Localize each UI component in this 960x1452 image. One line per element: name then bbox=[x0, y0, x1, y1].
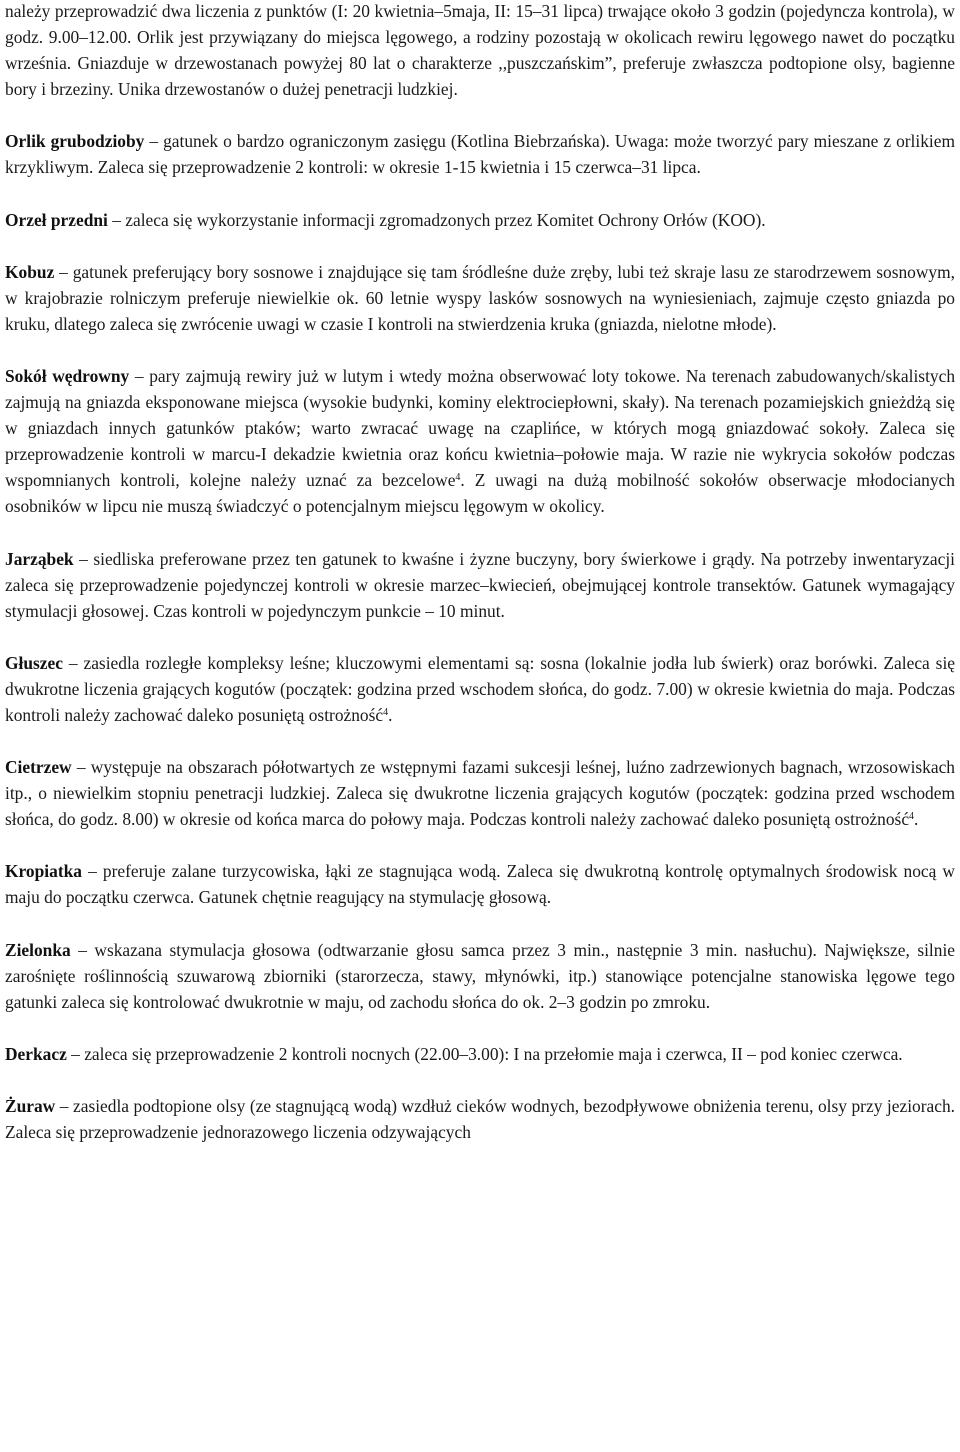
species-name: Jarząbek bbox=[5, 548, 74, 569]
paragraph-gluszec bbox=[5, 650, 955, 728]
paragraph-text: – pary zajmują rewiry już w lutym i wtedy można obserwować loty tokowe. Na terenach zabudowanych/skalistych zajmują na gniazda eksponowane miejsca (wysokie budynki, kominy elektrociepłowni, skały). Na terenach pozamiejskich gnieżdżą się w gniazdach innych gatunków ptaków; warto zwracać uwagę na czaplińce, w których mogą gniazdować sokoły. Zaleca się przeprowadzenie kontroli w marcu-I dekadzie kwietnia oraz końcu kwietnia–połowie maja. W razie nie wykrycia sokołów podczas wspomnianych kontroli, kolejne należy uznać za bezcelowe bbox=[5, 365, 956, 491]
species-name: Cietrzew bbox=[5, 757, 72, 778]
paragraph-orzel-przedni bbox=[5, 207, 955, 233]
species-name: Kobuz bbox=[5, 261, 55, 282]
paragraph-orlik-krzykliwy-continuation bbox=[5, 0, 955, 102]
paragraph-text: – zasiedla rozległe kompleksy leśne; kluczowymi elementami są: sosna (lokalnie jodła lub świerk) oraz borówki. Zaleca się dwukrotne liczenia grających kogutów (początek: godzina przed wschodem słońca, do godz. 7.00) w okresie kwietnia do maja. Podczas kontroli należy zachować daleko posuniętą ostrożność bbox=[5, 652, 955, 725]
species-name: Orzeł przedni bbox=[5, 209, 108, 230]
paragraph-derkacz bbox=[5, 1041, 955, 1067]
paragraph-kobuz bbox=[5, 259, 955, 337]
paragraph-text: – zasiedla podtopione olsy (ze stagnującą wodą) wzdłuż cieków wodnych, bezodpływowe obniżenia terenu, olsy przy jeziorach. Zaleca się przeprowadzenie jednorazowego liczenia odzywających bbox=[5, 1095, 955, 1142]
species-name: Zielonka bbox=[5, 939, 71, 960]
paragraph-text: – gatunek o bardzo ograniczonym zasięgu (Kotlina Biebrzańska). Uwaga: może tworzyć pary mieszane z orlikiem krzykliwym. Zaleca się przeprowadzenie 2 kontroli: w okresie 1-15 kwietnia i 15 czerwca–31 lipca. bbox=[5, 131, 955, 178]
paragraph-text: należy przeprowadzić dwa liczenia z punktów (I: 20 kwietnia–5maja, II: 15–31 lipca) trwające około 3 godzin (pojedyncza kontrola), w godz. 9.00–12.00. Orlik jest przywiązany do miejsca lęgowego, a rodziny pozostają w okolicach rewiru lęgowego nawet do początku września. Gniazduje w drzewostanach powyżej 80 lat o charakterze ,,puszczańskim”, preferuje zwłaszcza podtopione olsy, bagienne bory i brzeziny. Unika drzewostanów o dużej penetracji ludzkiej. bbox=[5, 1, 955, 100]
paragraph-text: – wskazana stymulacja głosowa (odtwarzanie głosu samca przez 3 min., następnie 3 min. nasłuchu). Największe, silnie zarośnięte roślinnością szuwarową zbiorniki (starorzecza, stawy, młynówki, itp.) stanowiące potencjalne stanowiska lęgowe tego gatunki zaleca się kontrolować dwukrotnie w maju, od zachodu słońca do ok. 2–3 godzin po zmroku. bbox=[5, 939, 955, 1012]
paragraph-sokol-wedrowny bbox=[5, 363, 955, 520]
footnote-ref[interactable]: 4 bbox=[455, 472, 461, 484]
document-page bbox=[5, 0, 955, 1171]
species-name: Orlik grubodzioby bbox=[5, 131, 145, 152]
paragraph-cietrzew bbox=[5, 754, 955, 832]
paragraph-text-after: . bbox=[388, 704, 393, 725]
paragraph-text-after: . Z uwagi na dużą mobilność sokołów obserwacje młodocianych osobników w lipcu nie muszą świadczyć o potencjalnym miejscu lęgowym w okolicy. bbox=[5, 470, 955, 517]
paragraph-orlik-grubodzioby bbox=[5, 128, 955, 180]
footnote-ref[interactable]: 4 bbox=[909, 811, 915, 823]
paragraph-jarzabek bbox=[5, 546, 955, 624]
paragraph-zuraw bbox=[5, 1093, 955, 1145]
footnote-ref[interactable]: 4 bbox=[383, 706, 389, 718]
species-name: Sokół wędrowny bbox=[5, 365, 130, 386]
paragraph-text: – gatunek preferujący bory sosnowe i znajdujące się tam śródleśne duże zręby, lubi też skraje lasu ze starodrzewem sosnowym, w krajobrazie rolniczym preferuje niewielkie ok. 60 letnie wyspy lasków sosnowych na wyniesieniach, zajmuje często gniazda po kruku, dlatego zaleca się zwrócenie uwagi w czasie I kontroli na stwierdzenia kruka (gniazda, nielotne młode). bbox=[5, 261, 955, 334]
species-name: Derkacz bbox=[5, 1043, 67, 1064]
paragraph-text: – preferuje zalane turzycowiska, łąki ze stagnująca wodą. Zaleca się dwukrotną kontrolę optymalnych środowisk nocą w maju do początku czerwca. Gatunek chętnie reagujący na stymulację głosową. bbox=[5, 861, 955, 908]
paragraph-text-after: . bbox=[914, 809, 919, 830]
species-name: Kropiatka bbox=[5, 861, 82, 882]
paragraph-zielonka bbox=[5, 937, 955, 1015]
species-name: Żuraw bbox=[5, 1095, 56, 1116]
paragraph-text: – siedliska preferowane przez ten gatunek to kwaśne i żyzne buczyny, bory świerkowe i grądy. Na potrzeby inwentaryzacji zaleca się przeprowadzenie pojedynczej kontroli w okresie marzec–kwiecień, obejmującej kontrole transektów. Gatunek wymagający stymulacji głosowej. Czas kontroli w pojedynczym punkcie – 10 minut. bbox=[5, 548, 955, 621]
species-name: Głuszec bbox=[5, 652, 63, 673]
paragraph-text: – zaleca się wykorzystanie informacji zgromadzonych przez Komitet Ochrony Orłów (KOO). bbox=[107, 209, 766, 230]
paragraph-kropiatka bbox=[5, 858, 955, 910]
paragraph-text: – zaleca się przeprowadzenie 2 kontroli nocnych (22.00–3.00): I na przełomie maja i czerwca, II – pod koniec czerwca. bbox=[66, 1043, 903, 1064]
paragraph-text: – występuje na obszarach półotwartych ze wstępnymi fazami sukcesji leśnej, luźno zadrzewionych bagnach, wrzosowiskach itp., o niewielkim stopniu penetracji ludzkiej. Zaleca się dwukrotne liczenia grających kogutów (początek: godzina przed wschodem słońca, do godz. 8.00) w okresie od końca marca do połowy maja. Podczas kontroli należy zachować daleko posuniętą ostrożność bbox=[5, 757, 955, 830]
